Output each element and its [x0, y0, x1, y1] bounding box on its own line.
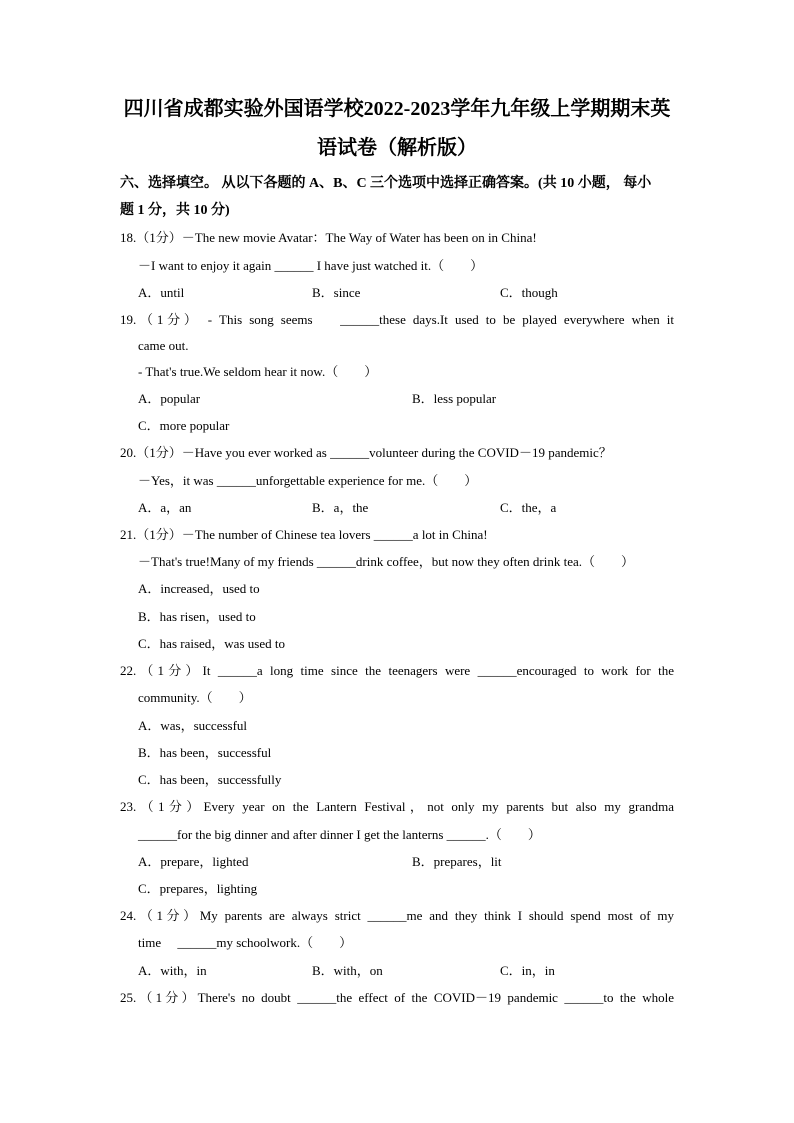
- question-18-option-c: C．though: [500, 285, 558, 300]
- exam-title-line-2: 语试卷（解析版）: [317, 137, 477, 159]
- question-24-stem-continued: time ______my schoolwork.（ ）: [138, 935, 353, 950]
- section-instructions-line-2: 题 1 分，共 10 分): [120, 203, 230, 218]
- question-20-stem: 20.（1分）－Have you ever worked as ______volunteer during the COVID－19 pandemic？: [120, 445, 612, 460]
- question-18-stem: 18.（1分）－The new movie Avatar：The Way of Water has been on in China!: [120, 230, 537, 245]
- question-23-option-a: A．prepare，lighted: [138, 854, 249, 869]
- question-22-stem: 22.（1分）It ______a long time since the teenagers were ______encouraged to work for the: [120, 663, 674, 678]
- question-22-stem-continued: community.（ ）: [138, 690, 252, 705]
- question-19-reply: - That's true.We seldom hear it now.（ ）: [138, 364, 378, 379]
- question-20-option-b: B．a，the: [312, 500, 369, 515]
- question-25-stem: 25.（1分）There's no doubt ______the effect of the COVID－19 pandemic ______to the whole: [120, 990, 674, 1005]
- question-19-option-c: C．more popular: [138, 418, 230, 433]
- question-21-option-a: A．increased，used to: [138, 581, 260, 596]
- question-19-option-a: A．popular: [138, 391, 201, 406]
- question-21-stem: 21.（1分）－The number of Chinese tea lovers ______a lot in China!: [120, 527, 488, 542]
- question-19-stem: 19.（1分） - This song seems ______these days.It used to be played everywhere when it: [120, 312, 674, 327]
- question-20-option-c: C．the，a: [500, 500, 557, 515]
- question-23-option-c: C．prepares，lighting: [138, 881, 258, 896]
- question-24-stem: 24.（1分）My parents are always strict ______me and they think I should spend most of my: [120, 908, 674, 923]
- exam-title-line-1: 四川省成都实验外国语学校2022-2023学年九年级上学期期末英: [123, 98, 671, 120]
- question-19-stem-continued: came out.: [138, 338, 189, 353]
- question-20-reply: －Yes，it was ______unforgettable experience for me.（ ）: [138, 473, 478, 488]
- question-21-option-b: B．has risen，used to: [138, 609, 256, 624]
- question-23-option-b: B．prepares，lit: [412, 854, 502, 869]
- question-24-option-a: A．with，in: [138, 963, 207, 978]
- question-24-option-c: C．in，in: [500, 963, 555, 978]
- question-20-option-a: A．a，an: [138, 500, 192, 515]
- question-21-option-c: C．has raised，was used to: [138, 636, 285, 651]
- question-23-stem: 23.（1分）Every year on the Lantern Festival，not only my parents but also my grandma: [120, 799, 674, 814]
- question-21-reply: －That's true!Many of my friends ______drink coffee，but now they often drink tea.（ ）: [138, 554, 634, 569]
- question-23-stem-continued: ______for the big dinner and after dinner I get the lanterns ______.（ ）: [138, 827, 541, 842]
- question-22-option-b: B．has been，successful: [138, 745, 272, 760]
- question-19-option-b: B．less popular: [412, 391, 497, 406]
- question-24-option-b: B．with，on: [312, 963, 383, 978]
- question-18-option-b: B．since: [312, 285, 361, 300]
- question-22-option-a: A．was，successful: [138, 718, 248, 733]
- question-22-option-c: C．has been，successfully: [138, 772, 282, 787]
- question-18-reply: －I want to enjoy it again ______ I have just watched it.（ ）: [138, 258, 484, 273]
- question-18-option-a: A．until: [138, 285, 185, 300]
- section-instructions-line-1: 六、选择填空。 从以下各题的 A、B、C 三个选项中选择正确答案。(共 10 小题， 每小: [120, 176, 652, 191]
